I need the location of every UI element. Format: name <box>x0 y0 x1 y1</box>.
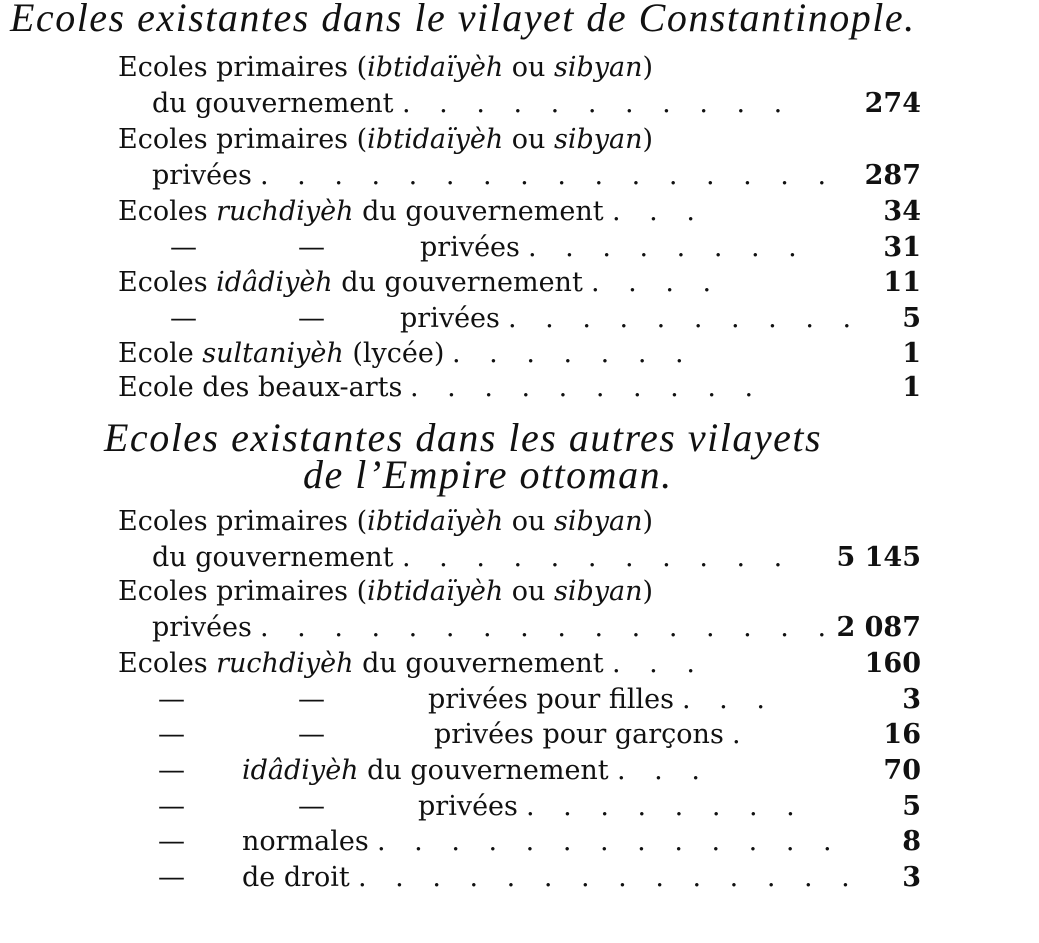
label-text: du gouvernement <box>152 542 394 573</box>
list-item <box>0 301 1039 337</box>
list-item <box>0 789 1039 825</box>
list-item <box>0 717 1039 753</box>
label-text: ) <box>642 52 654 83</box>
label-text: Ecole des beaux-arts <box>118 372 403 403</box>
list-item <box>0 194 1039 230</box>
italic-term: ibtidaïyèh <box>367 124 504 155</box>
list-item <box>0 646 1039 682</box>
entry-label <box>118 265 583 301</box>
entry-count: 160 <box>864 648 921 679</box>
italic-term: ibtidaïyèh <box>367 52 504 83</box>
label-text: du gouvernement <box>332 267 583 298</box>
leader-dots: . . . . . . . . <box>526 791 805 822</box>
ditto-dash: — <box>158 791 185 822</box>
ditto-dash: — <box>158 684 185 715</box>
entry-label <box>242 753 609 789</box>
list-item <box>0 574 1039 610</box>
list-item <box>0 265 1039 301</box>
entry-count: 8 <box>902 826 921 857</box>
italic-term: idâdiyèh <box>242 755 359 786</box>
entry-label <box>118 194 604 230</box>
list-item <box>0 540 1039 576</box>
italic-term: ruchdiyèh <box>216 196 354 227</box>
entry-count: 274 <box>864 88 921 119</box>
section-1-title: Ecoles existantes dans le vilayet de Constantinople. <box>10 0 916 40</box>
leader-dots: . . . . . . . <box>452 338 694 369</box>
entry-label <box>118 574 653 610</box>
ditto-dash: — <box>170 232 197 263</box>
leader-dots: . . . . . . . . . . . . . . <box>358 862 860 893</box>
label-text: ou <box>503 52 555 83</box>
entry-label <box>428 682 674 718</box>
entry-count: 5 <box>902 303 921 334</box>
label-text: ou <box>503 506 555 537</box>
label-text: privées <box>152 160 252 191</box>
label-text: privées pour garçons <box>434 719 724 750</box>
leader-dots: . . . <box>617 755 710 786</box>
list-item <box>0 504 1039 540</box>
entry-label <box>118 504 653 540</box>
entry-label <box>152 86 394 122</box>
label-text: ) <box>642 124 654 155</box>
italic-term: sultaniyèh <box>202 338 344 369</box>
leader-dots: . . . . . . . . . . . . . . . . <box>260 160 837 191</box>
label-text: privées pour filles <box>428 684 675 715</box>
label-text: Ecoles <box>118 648 217 679</box>
label-text: privées <box>400 303 500 334</box>
leader-dots: . . . <box>612 196 705 227</box>
leader-dots: . . . . . . . . <box>528 232 807 263</box>
entry-label <box>152 158 252 194</box>
leader-dots: . . . . . . . . . . . <box>402 88 793 119</box>
label-text: de droit <box>242 862 350 893</box>
label-text: du gouvernement <box>152 88 394 119</box>
entry-count: 3 <box>902 862 921 893</box>
italic-term: ruchdiyèh <box>216 648 354 679</box>
entry-label <box>152 540 394 576</box>
ditto-dash: — <box>298 303 325 334</box>
leader-dots: . . . . . . . . . . . . . <box>377 826 842 857</box>
entry-label <box>400 301 500 337</box>
entry-count: 3 <box>902 684 921 715</box>
entry-count: 5 145 <box>836 542 921 573</box>
label-text: Ecoles primaires ( <box>118 52 368 83</box>
entry-label <box>434 717 724 753</box>
list-item <box>0 336 1039 372</box>
entry-count: 11 <box>883 267 921 298</box>
entry-label <box>242 860 350 896</box>
leader-dots: . <box>732 719 751 750</box>
list-item <box>0 230 1039 266</box>
label-text: Ecoles primaires ( <box>118 576 368 607</box>
entry-count: 5 <box>902 791 921 822</box>
list-item <box>0 610 1039 646</box>
section-2-title-line-1: Ecoles existantes dans les autres vilayets <box>104 415 823 460</box>
label-text: ) <box>642 576 654 607</box>
label-text: ou <box>503 576 555 607</box>
ditto-dash: — <box>158 862 185 893</box>
label-text: privées <box>420 232 520 263</box>
entry-label <box>152 610 252 646</box>
label-text: Ecole <box>118 338 203 369</box>
ditto-dash: — <box>298 719 325 750</box>
label-text: (lycée) <box>343 338 445 369</box>
leader-dots: . . . . . . . . . . . <box>402 542 793 573</box>
entry-count: 1 <box>902 338 921 369</box>
italic-term: sibyan <box>554 124 643 155</box>
italic-term: sibyan <box>554 576 643 607</box>
label-text: Ecoles primaires ( <box>118 506 368 537</box>
ditto-dash: — <box>158 826 185 857</box>
italic-term: ibtidaïyèh <box>367 576 504 607</box>
entry-label <box>118 122 653 158</box>
entry-label <box>418 789 518 825</box>
ditto-dash: — <box>298 232 325 263</box>
label-text: Ecoles primaires ( <box>118 124 368 155</box>
list-item <box>0 158 1039 194</box>
ditto-dash: — <box>158 755 185 786</box>
label-text: du gouvernement <box>358 755 609 786</box>
entry-label <box>118 50 653 86</box>
leader-dots: . . . . . . . . . . . . . . . . <box>260 612 837 643</box>
entry-count: 34 <box>883 196 921 227</box>
entry-count: 70 <box>883 755 921 786</box>
list-item <box>0 86 1039 122</box>
ditto-dash: — <box>158 719 185 750</box>
list-item <box>0 370 1039 406</box>
label-text: du gouvernement <box>353 648 604 679</box>
entry-label <box>242 824 369 860</box>
entry-count: 2 087 <box>836 612 921 643</box>
label-text: normales <box>242 826 369 857</box>
ditto-dash: — <box>170 303 197 334</box>
list-item <box>0 860 1039 896</box>
entry-label <box>118 370 402 406</box>
list-item <box>0 50 1039 86</box>
entry-label <box>118 646 604 682</box>
entry-count: 287 <box>864 160 921 191</box>
leader-dots: . . . <box>612 648 705 679</box>
leader-dots: . . . . . . . . . . <box>508 303 862 334</box>
list-item <box>0 682 1039 718</box>
list-item <box>0 824 1039 860</box>
label-text: Ecoles <box>118 267 217 298</box>
italic-term: ibtidaïyèh <box>367 506 504 537</box>
section-2-title-line-2: de l’Empire ottoman. <box>303 452 673 497</box>
ditto-dash: — <box>298 684 325 715</box>
label-text: ) <box>642 506 654 537</box>
entry-label <box>118 336 444 372</box>
entry-count: 1 <box>902 372 921 403</box>
label-text: Ecoles <box>118 196 217 227</box>
ditto-dash: — <box>298 791 325 822</box>
leader-dots: . . . . <box>591 267 722 298</box>
entry-count: 31 <box>883 232 921 263</box>
label-text: ou <box>503 124 555 155</box>
italic-term: sibyan <box>554 52 643 83</box>
italic-term: sibyan <box>554 506 643 537</box>
list-item <box>0 753 1039 789</box>
label-text: privées <box>152 612 252 643</box>
label-text: du gouvernement <box>353 196 604 227</box>
leader-dots: . . . <box>682 684 775 715</box>
italic-term: idâdiyèh <box>216 267 333 298</box>
entry-label <box>420 230 520 266</box>
entry-count: 16 <box>883 719 921 750</box>
label-text: privées <box>418 791 518 822</box>
list-item <box>0 122 1039 158</box>
leader-dots: . . . . . . . . . . <box>410 372 764 403</box>
